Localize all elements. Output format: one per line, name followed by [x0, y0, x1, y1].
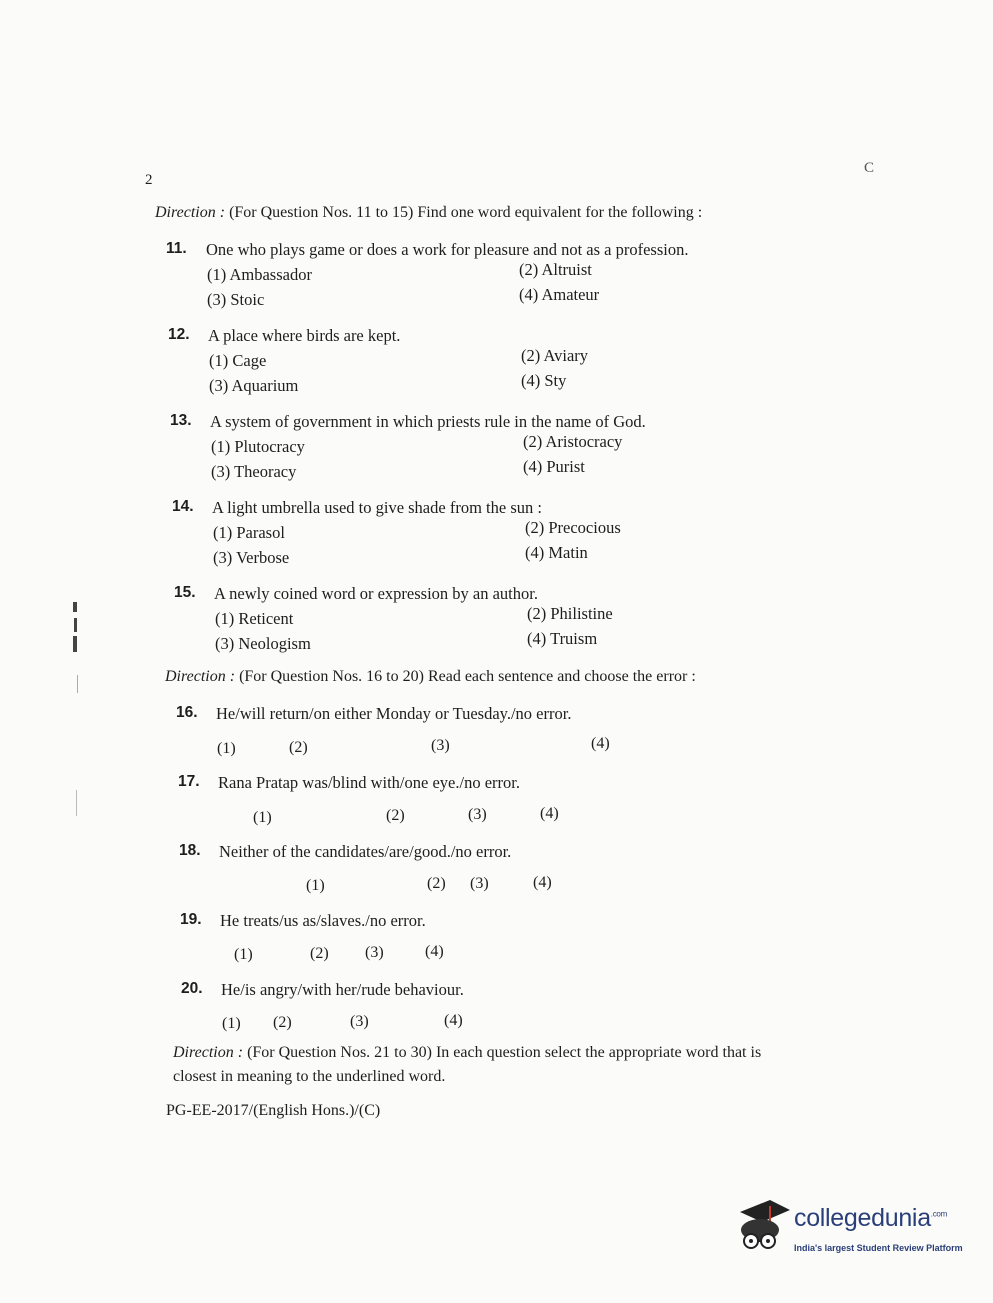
segment-mark-3: (3) — [468, 806, 487, 823]
question-number: 14. — [172, 498, 194, 515]
segment-mark-2: (2) — [386, 807, 405, 824]
direction-error — [165, 668, 696, 686]
segment-mark-1: (1) — [222, 1015, 241, 1032]
option-4: (4) Truism — [527, 629, 598, 648]
question-stem: He treats/us as/slaves./no error. — [220, 911, 426, 930]
question-number: 12. — [168, 326, 190, 343]
option-1: (1) Parasol — [213, 523, 285, 542]
segment-mark-2: (2) — [273, 1014, 292, 1031]
direction-one-word — [155, 204, 702, 222]
segment-mark-1: (1) — [253, 809, 272, 826]
option-1: (1) Ambassador — [207, 265, 312, 284]
segment-mark-4: (4) — [540, 805, 559, 822]
direction-text: (For Question Nos. 11 to 15) Find one word equivalent for the following : — [229, 204, 703, 221]
question-stem: He/will return/on either Monday or Tuesday./no error. — [216, 704, 572, 723]
question-number: 20. — [181, 980, 203, 997]
collegedunia-logo — [736, 1196, 966, 1266]
option-3: (3) Neologism — [215, 634, 311, 653]
scan-mark — [73, 602, 77, 612]
segment-mark-2: (2) — [289, 739, 308, 756]
question-stem: Rana Pratap was/blind with/one eye./no error. — [218, 773, 520, 792]
scan-mark — [74, 618, 77, 632]
segment-mark-1: (1) — [306, 877, 325, 894]
question-number: 16. — [176, 704, 198, 721]
option-3: (3) Stoic — [207, 290, 265, 309]
direction-synonym-line2: closest in meaning to the underlined word. — [173, 1068, 446, 1085]
question-number: 15. — [174, 584, 196, 601]
segment-mark-4: (4) — [444, 1012, 463, 1029]
segment-mark-4: (4) — [425, 943, 444, 960]
option-1: (1) Plutocracy — [211, 437, 305, 456]
question-number: 18. — [179, 842, 201, 859]
segment-mark-2: (2) — [310, 945, 329, 962]
segment-mark-2: (2) — [427, 875, 446, 892]
question-number: 17. — [178, 773, 200, 790]
logo-wordmark: collegedunia$^{.com}$ — [794, 1204, 947, 1232]
question-stem: One who plays game or does a work for pleasure and not as a profession. — [206, 240, 689, 259]
question-stem: Neither of the candidates/are/good./no error. — [219, 842, 512, 861]
direction-text: (For Question Nos. 21 to 30) In each question select the appropriate word that is — [247, 1044, 762, 1061]
direction-label: Direction : — [173, 1044, 244, 1061]
option-4: (4) Amateur — [519, 285, 600, 304]
scan-mark — [73, 636, 77, 652]
direction-text: (For Question Nos. 16 to 20) Read each sentence and choose the error : — [239, 668, 696, 685]
direction-label: Direction : — [155, 204, 226, 221]
question-number: 13. — [170, 412, 192, 429]
option-2: (2) Aristocracy — [523, 432, 623, 451]
segment-mark-3: (3) — [470, 875, 489, 892]
segment-mark-3: (3) — [365, 944, 384, 961]
option-3: (3) Theoracy — [211, 462, 297, 481]
question-stem: A newly coined word or expression by an author. — [214, 584, 538, 603]
direction-label: Direction : — [165, 668, 236, 685]
option-3: (3) Verbose — [213, 548, 290, 567]
scan-mark — [77, 675, 78, 693]
segment-mark-3: (3) — [431, 737, 450, 754]
segment-mark-3: (3) — [350, 1013, 369, 1030]
option-2: (2) Altruist — [519, 260, 592, 279]
option-1: (1) Reticent — [215, 609, 294, 628]
question-stem: A place where birds are kept. — [208, 326, 401, 345]
mascot-icon — [736, 1196, 792, 1254]
question-stem: He/is angry/with her/rude behaviour. — [221, 980, 464, 999]
segment-mark-4: (4) — [591, 735, 610, 752]
option-2: (2) Precocious — [525, 518, 621, 537]
set-code: C — [864, 160, 875, 176]
option-2: (2) Philistine — [527, 604, 613, 623]
segment-mark-4: (4) — [533, 874, 552, 891]
option-4: (4) Purist — [523, 457, 585, 476]
question-stem: A light umbrella used to give shade from the sun : — [212, 498, 542, 517]
question-number: 11. — [166, 240, 187, 257]
paper-code: PG-EE-2017/(English Hons.)/(C) — [166, 1102, 381, 1119]
question-number: 19. — [180, 911, 202, 928]
option-3: (3) Aquarium — [209, 376, 299, 395]
option-2: (2) Aviary — [521, 346, 589, 365]
direction-synonym — [173, 1044, 761, 1062]
page-number: 2 — [145, 172, 153, 188]
segment-mark-1: (1) — [217, 740, 236, 757]
option-1: (1) Cage — [209, 351, 267, 370]
question-stem: A system of government in which priests rule in the name of God. — [210, 412, 646, 431]
segment-mark-1: (1) — [234, 946, 253, 963]
option-4: (4) Matin — [525, 543, 588, 562]
scan-mark — [76, 790, 77, 816]
option-4: (4) Sty — [521, 371, 567, 390]
logo-tagline: India's largest Student Review Platform — [794, 1243, 963, 1253]
